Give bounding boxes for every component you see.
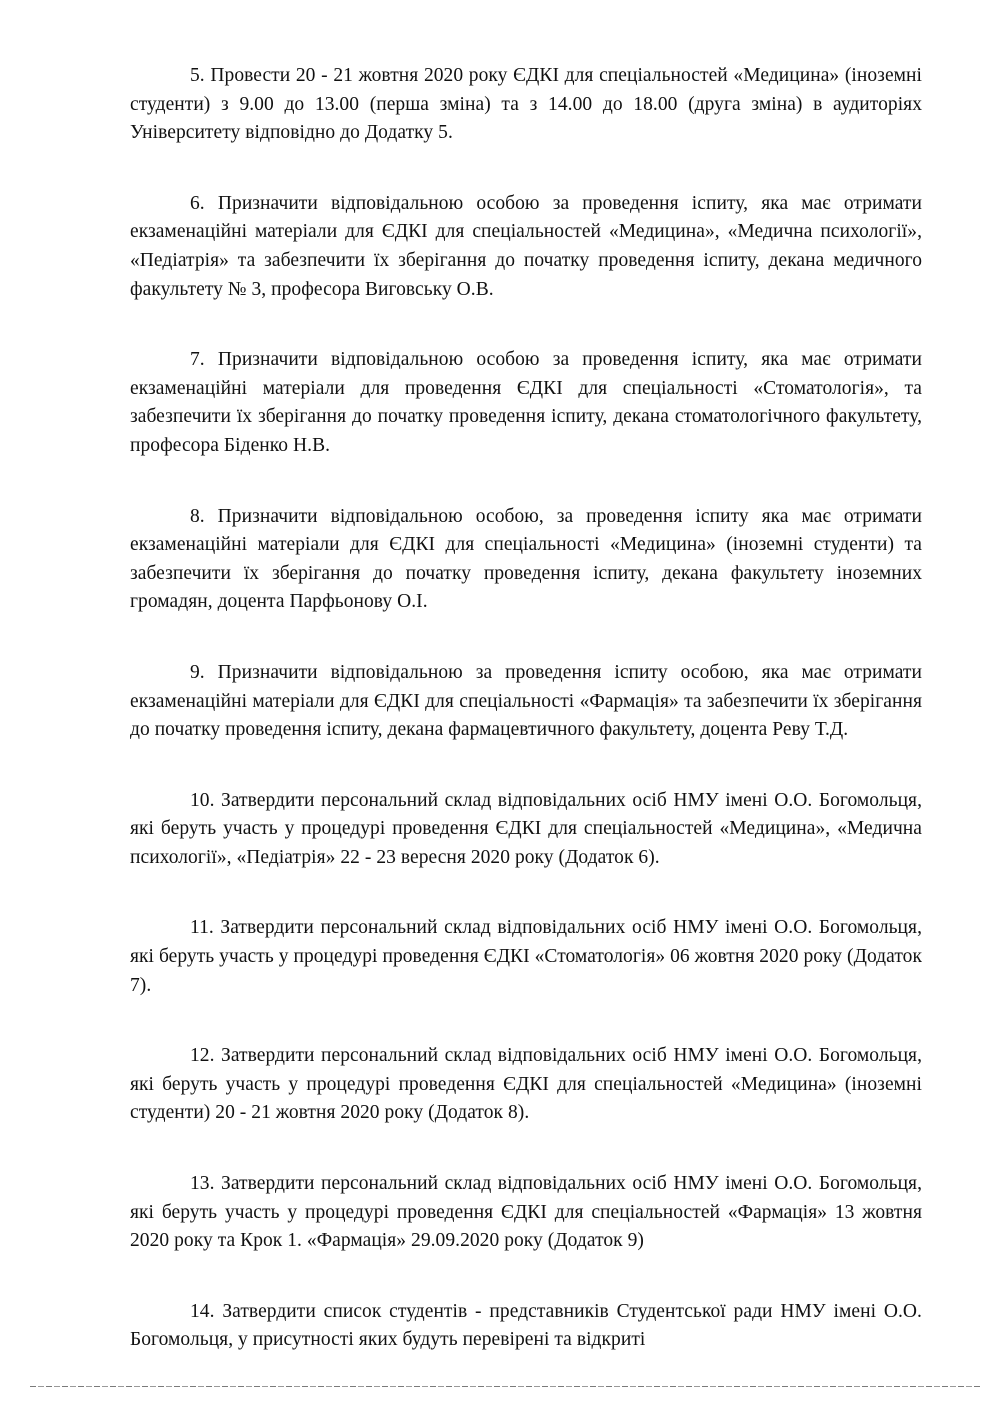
paragraph-item-5: 5. Провести 20 - 21 жовтня 2020 року ЄДКІ для спеціальностей «Медицина» (іноземні студенти) з 9.00 до 13.00 (перша зміна) та з 14.00 до 18.00 (друга зміна) в аудиторіях Університету відповідно до Додатку 5. <box>130 65 922 144</box>
paragraph-item-9: 9. Призначити відповідальною за проведення іспиту особою, яка має отримати екзаменаційні матеріали для ЄДКІ для спеціальності «Фармація» та забезпечити їх зберігання до початку проведення іспиту, декана фармацевтичного факультету, доцента Реву Т.Д. <box>130 661 922 741</box>
paragraph-item-11: 11. Затвердити персональний склад відповідальних осіб НМУ імені О.О. Богомольця, які беруть участь у процедурі проведення ЄДКІ «Стоматологія» 06 жовтня 2020 року (Додаток 7). <box>130 917 922 996</box>
paragraph-item-6: 6. Призначити відповідальною особою за проведення іспиту, яка має отримати екзаменаційні матеріали для ЄДКІ для спеціальностей «Медицина», «Медична психології», «Педіатрія» та забезпечити їх зберігання до початку проведення іспиту, декана медичного факультету № 3, професора Виговську О.В. <box>130 192 922 300</box>
scan-footer-line <box>30 1386 982 1387</box>
paragraph-item-12: 12. Затвердити персональний склад відповідальних осіб НМУ імені О.О. Богомольця, які беруть участь у процедурі проведення ЄДКІ для спеціальностей «Медицина» (іноземні студенти) 20 - 21 жовтня 2020 року (Додаток 8). <box>130 1045 922 1124</box>
paragraph-item-14: 14. Затвердити список студентів - представників Студентської ради НМУ імені О.О. Богомольця, у присутності яких будуть перевірені та відкриті <box>130 1300 922 1351</box>
paragraph-item-7: 7. Призначити відповідальною особою за проведення іспиту, яка має отримати екзаменаційні матеріали для проведення ЄДКІ для спеціальності «Стоматологія», та забезпечити їх зберігання до початку проведення іспиту, декана стоматологічного факультету, професора Біденко Н.В. <box>130 349 922 456</box>
document-body <box>130 62 922 1397</box>
paragraph-item-10: 10. Затвердити персональний склад відповідальних осіб НМУ імені О.О. Богомольця, які беруть участь у процедурі проведення ЄДКІ для спеціальностей «Медицина», «Медична психології», «Педіатрія» 22 - 23 вересня 2020 року (Додаток 6). <box>130 789 922 868</box>
paragraph-item-8: 8. Призначити відповідальною особою, за проведення іспиту яка має отримати екзаменаційні матеріали для ЄДКІ для спеціальності «Медицина» (іноземні студенти) та забезпечити їх зберігання до початку проведення іспиту, декана факультету іноземних громадян, доцента Парфьонову О.І. <box>130 505 922 613</box>
paragraph-item-13: 13. Затвердити персональний склад відповідальних осіб НМУ імені О.О. Богомольця, які беруть участь у процедурі проведення ЄДКІ для спеціальностей «Фармація» 13 жовтня 2020 року та Крок 1. «Фармація» 29.09.2020 року (Додаток 9) <box>130 1173 922 1252</box>
